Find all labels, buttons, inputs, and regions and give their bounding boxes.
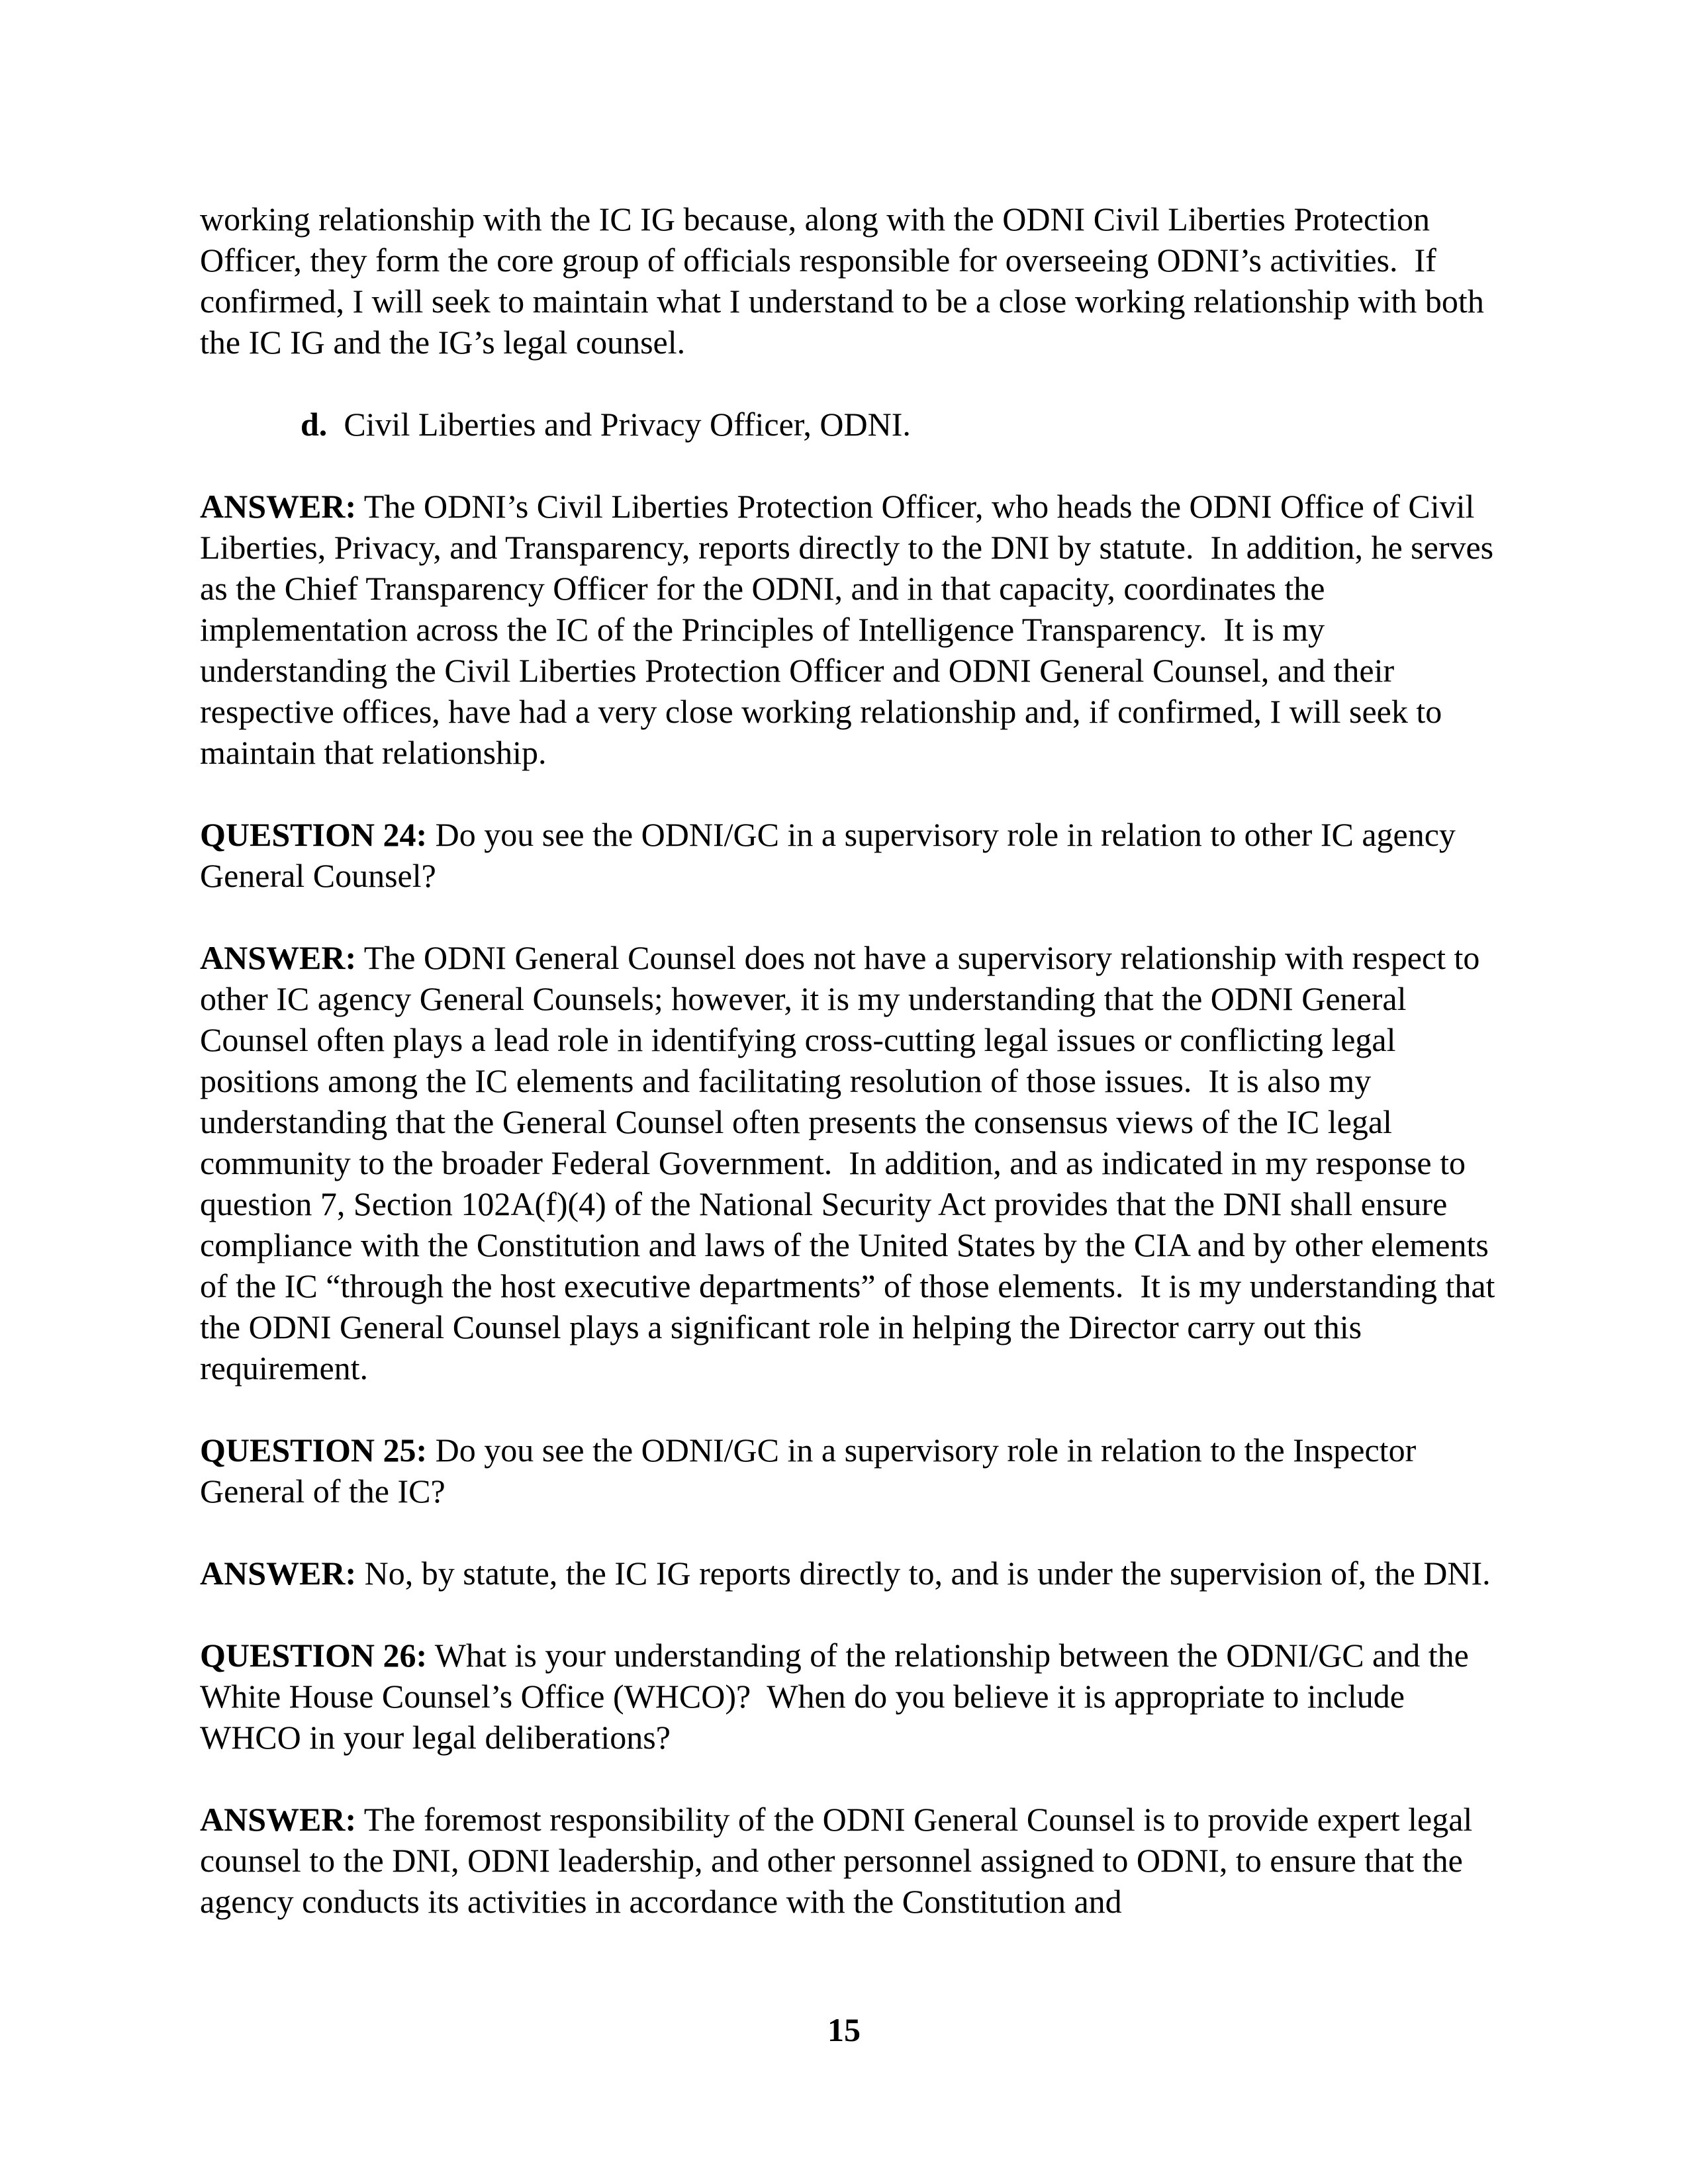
answer-24-paragraph: [200, 937, 1504, 1388]
answer-label: ANSWER:: [200, 1555, 357, 1592]
paragraph-text: Do you see the ODNI/GC in a supervisory role in relation to other IC agency General Counsel?: [200, 816, 1464, 894]
paragraph-text: Civil Liberties and Privacy Officer, ODNI.: [327, 406, 911, 443]
answer-label: ANSWER:: [200, 939, 357, 976]
paragraph-text: The ODNI’s Civil Liberties Protection Officer, who heads the ODNI Office of Civil Liberties, Privacy, and Transparency, reports directly to the DNI by statute. In addition, he serves as the Chief Transparency Officer for the ODNI, and in that capacity, coordinates the implementation across the IC of the Principles of Intelligence Transparency. It is my understanding the Civil Liberties Protection Officer and ODNI General Counsel, and their respective offices, have had a very close working relationship and, if confirmed, I will seek to maintain that relationship.: [200, 488, 1502, 771]
paragraph-text: Do you see the ODNI/GC in a supervisory role in relation to the Inspector General of the IC?: [200, 1432, 1425, 1510]
page-number: 15: [827, 2011, 861, 2048]
paragraph-text: The foremost responsibility of the ODNI General Counsel is to provide expert legal counsel to the DNI, ODNI leadership, and other personnel assigned to ODNI, to ensure that the agency conducts its activities in accordance with the Constitution and: [200, 1801, 1481, 1920]
list-marker: d.: [301, 406, 328, 443]
question-25-paragraph: [200, 1430, 1504, 1512]
question-24-paragraph: [200, 814, 1504, 896]
question-label: QUESTION 26:: [200, 1637, 428, 1674]
page-footer: [0, 2009, 1688, 2050]
continuation-paragraph: [200, 199, 1504, 363]
question-label: QUESTION 25:: [200, 1432, 428, 1469]
answer-label: ANSWER:: [200, 488, 357, 525]
paragraph-text: working relationship with the IC IG because, along with the ODNI Civil Liberties Protection Officer, they form the core group of officials responsible for overseeing ODNI’s activities. If confirmed, I will seek to maintain what I understand to be a close working relationship with both the IC IG and the IG’s legal counsel.: [200, 201, 1493, 361]
paragraph-text: The ODNI General Counsel does not have a supervisory relationship with respect to other IC agency General Counsels; however, it is my understanding that the ODNI General Counsel often plays a lead role in identifying cross-cutting legal issues or conflicting legal positions among the IC elements and facilitating resolution of those issues. It is also my understanding that the General Counsel often presents the consensus views of the IC legal community to the broader Federal Government. In addition, and as indicated in my response to question 7, Section 102A(f)(4) of the National Security Act provides that the DNI shall ensure compliance with the Constitution and laws of the United States by the CIA and by other elements of the IC “through the host executive departments” of those elements. It is my understanding that the ODNI General Counsel plays a significant role in helping the Director carry out this requirement.: [200, 939, 1503, 1387]
document-body: [200, 199, 1504, 1922]
answer-paragraph: [200, 486, 1504, 773]
question-26-paragraph: [200, 1635, 1504, 1758]
answer-25-paragraph: [200, 1553, 1504, 1594]
list-item-d: [200, 404, 1504, 445]
answer-label: ANSWER:: [200, 1801, 357, 1838]
question-label: QUESTION 24:: [200, 816, 428, 853]
paragraph-text: What is your understanding of the relationship between the ODNI/GC and the White House Counsel’s Office (WHCO)? When do you believe it is appropriate to include WHCO in your legal deliberations?: [200, 1637, 1477, 1756]
answer-26-paragraph: [200, 1799, 1504, 1922]
paragraph-text: No, by statute, the IC IG reports directly to, and is under the supervision of, the DNI.: [356, 1555, 1491, 1592]
